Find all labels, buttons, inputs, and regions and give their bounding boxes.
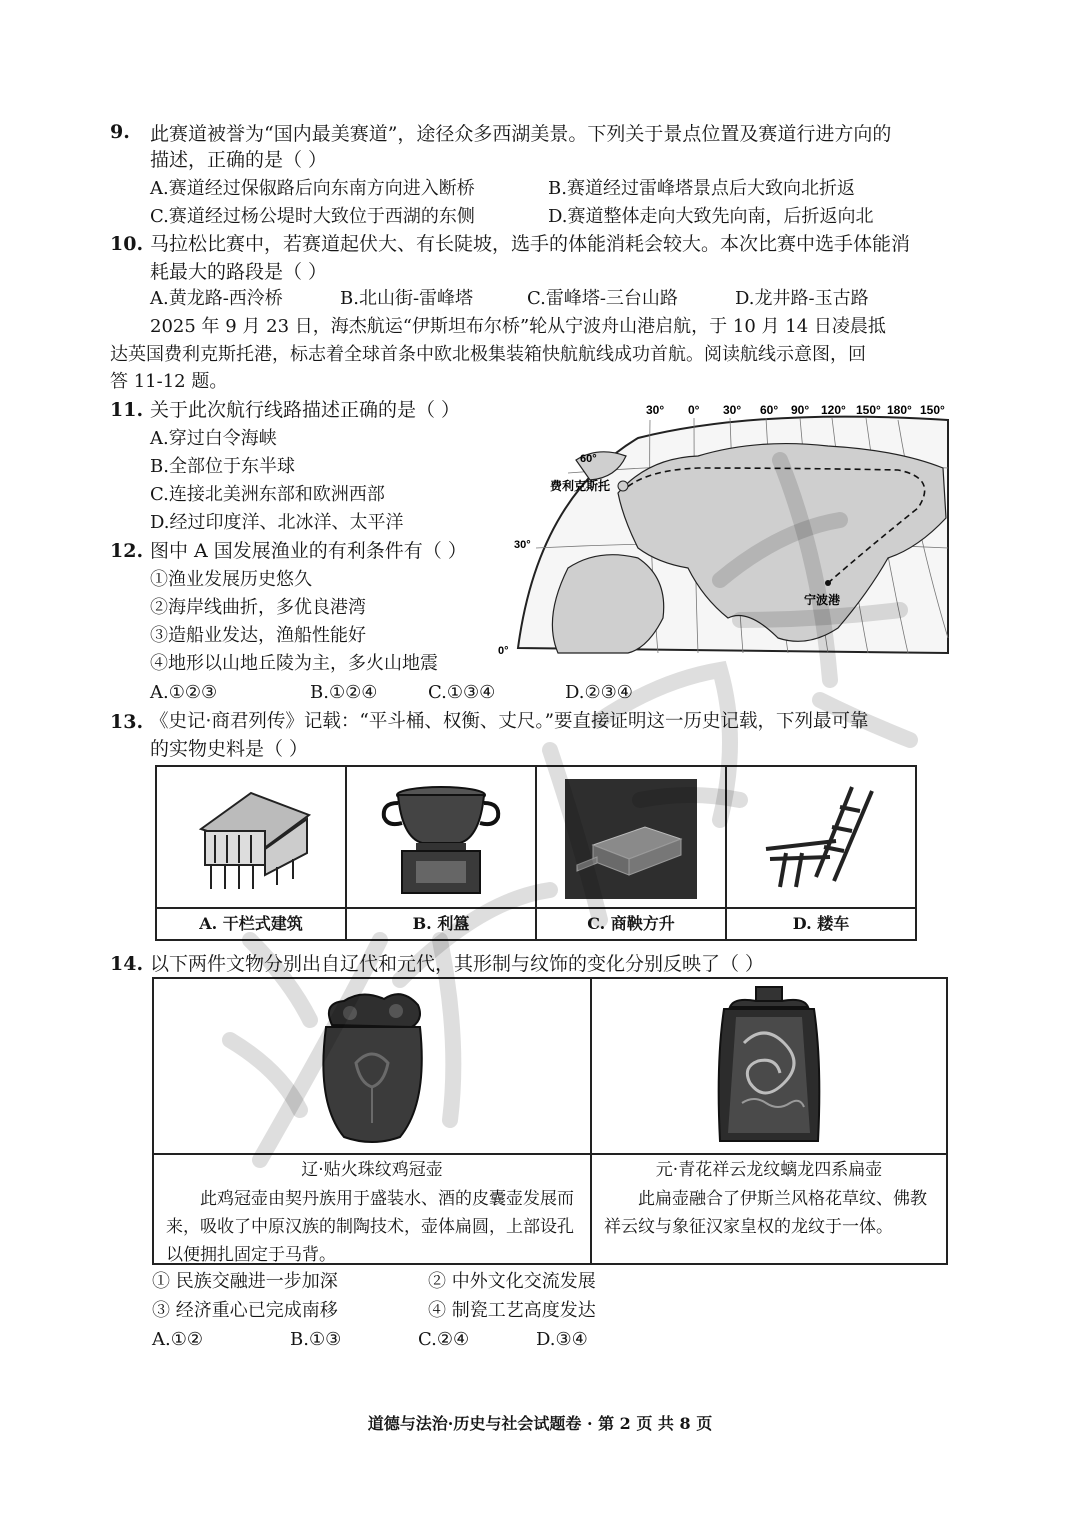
q12-statement-2: ②海岸线曲折，多优良港湾 — [150, 597, 366, 618]
q12-statement-3: ③造船业发达，渔船性能好 — [150, 625, 366, 646]
liao-cockscomb-pot-image — [154, 979, 590, 1155]
q14-artifact-table — [152, 977, 948, 1265]
felixstowe-label: 费利克斯托 — [550, 479, 611, 493]
q12-stem: 图中 A 国发展渔业的有利条件有（ ） — [150, 540, 467, 562]
route-map-figure — [498, 398, 950, 670]
q14-statement-4: ④ 制瓷工艺高度发达 — [428, 1300, 596, 1321]
q12-number: 12. — [110, 540, 144, 562]
q12-option-c: C.①③④ — [428, 682, 496, 703]
q11-stem: 关于此次航行线路描述正确的是（ ） — [150, 399, 461, 421]
ningbo-port-marker — [825, 580, 831, 586]
q14-stem: 以下两件文物分别出自辽代和元代，其形制与纹饰的变化分别反映了（ ） — [150, 953, 765, 975]
map-lon-label: 60° — [760, 403, 779, 417]
map-lon-label: 180° — [887, 403, 912, 417]
q14-right-title: 元·青花祥云龙纹螭龙四系扁壶 — [655, 1160, 883, 1180]
q13-cell-c — [537, 767, 727, 939]
q9-stem-line1: 此赛道被誉为“国内最美赛道”，途径众多西湖美景。下列关于景点位置及赛道行进方向的 — [150, 123, 892, 145]
intro-line3: 答 11-12 题。 — [110, 371, 228, 392]
q9-option-d: D.赛道整体走向大致先向南，后折返向北 — [548, 206, 874, 227]
q11-option-c: C.连接北美洲东部和欧洲西部 — [150, 484, 385, 505]
q14-option-c: C.②④ — [418, 1329, 470, 1350]
q10-option-c: C.雷峰塔-三台山路 — [527, 288, 678, 309]
ningbo-port-label: 宁波港 — [804, 593, 841, 607]
q14-statement-3: ③ 经济重心已完成南移 — [152, 1300, 338, 1321]
q9-number: 9. — [110, 121, 130, 143]
q14-left-description: 此鸡冠壶由契丹族用于盛装水、酒的皮囊壶发展而来，吸收了中原汉族的制陶技术，壶体扁圆，上部设孔以便拥扎固定于马背。 — [166, 1189, 574, 1265]
q13-caption-d: D. 耧车 — [727, 907, 915, 939]
li-gui-vessel-image — [347, 767, 535, 911]
map-lon-label: 30° — [646, 403, 665, 417]
q13-caption-b: B. 利簋 — [347, 907, 535, 939]
q14-left-column — [154, 979, 592, 1263]
q12-statement-4: ④地形以山地丘陵为主，多火山地震 — [150, 653, 438, 674]
q13-cell-b — [347, 767, 537, 939]
map-lat0-label: 0° — [498, 645, 509, 657]
q14-right-column — [592, 979, 946, 1263]
q10-option-a: A.黄龙路-西泠桥 — [150, 288, 283, 309]
q13-image-table — [155, 765, 917, 941]
map-lon-label: 90° — [791, 403, 810, 417]
q14-option-a: A.①② — [152, 1329, 203, 1350]
map-lon-label: 0° — [688, 403, 700, 417]
map-lon-label: 120° — [821, 403, 846, 417]
britain-landmass — [618, 481, 628, 491]
q12-option-a: A.①②③ — [150, 682, 218, 703]
q13-stem-line2: 的实物史料是（ ） — [150, 738, 309, 760]
q14-option-d: D.③④ — [536, 1329, 588, 1350]
q14-statement-1: ① 民族交融进一步加深 — [152, 1271, 338, 1292]
q10-option-d: D.龙井路-玉古路 — [735, 288, 869, 309]
q12-option-d: D.②③④ — [565, 682, 633, 703]
intro-line2: 达英国费利克斯托港，标志着全球首条中欧北极集装箱快航航线成功首航。阅读航线示意图，回 — [110, 344, 866, 365]
q10-stem-line2: 耗最大的路段是（ ） — [150, 261, 328, 283]
page-footer: 道德与法治·历史与社会试题卷 · 第 2 页 共 8 页 — [367, 1414, 713, 1433]
q14-option-b: B.①③ — [290, 1329, 342, 1350]
intro-line1: 2025 年 9 月 23 日，海杰航运“伊斯坦布尔桥”轮从宁波舟山港启航，于 10 月 14 日凌晨抵 — [150, 316, 886, 337]
yuan-flask-image — [592, 979, 946, 1155]
q14-right-description: 此扁壶融合了伊斯兰风格花草纹、佛教祥云纹与象征汉家皇权的龙纹于一体。 — [604, 1189, 927, 1237]
q10-stem-line1: 马拉松比赛中，若赛道起伏大、有长陡坡，选手的体能消耗会较大。本次比赛中选手体能消 — [150, 233, 911, 255]
shang-yang-measure-image — [537, 767, 725, 911]
q13-number: 13. — [110, 711, 144, 733]
q11-option-a: A.穿过白令海峡 — [150, 428, 277, 449]
q9-option-b: B.赛道经过雷峰塔景点后大致向北折返 — [548, 178, 855, 199]
q9-option-a: A.赛道经过保俶路后向东南方向进入断桥 — [150, 178, 475, 199]
q13-stem-line1: 《史记·商君列传》记载：“平斗桶、权衡、丈尺。”要直接证明这一历史记载，下列最可靠 — [150, 711, 869, 732]
map-lon-label: 150° — [856, 403, 881, 417]
q10-option-b: B.北山街-雷峰塔 — [340, 288, 474, 309]
q9-option-c: C.赛道经过杨公堤时大致位于西湖的东侧 — [150, 206, 475, 227]
q12-statement-1: ①渔业发展历史悠久 — [150, 569, 312, 590]
q11-option-b: B.全部位于东半球 — [150, 456, 295, 477]
q14-number: 14. — [110, 953, 144, 975]
q13-caption-c: C. 商鞅方升 — [537, 907, 725, 939]
q10-number: 10. — [110, 233, 144, 255]
map-lon-label: 150° — [920, 403, 945, 417]
seed-drill-image — [727, 767, 915, 911]
q11-option-d: D.经过印度洋、北冰洋、太平洋 — [150, 512, 404, 533]
q13-caption-a: A. 干栏式建筑 — [157, 907, 345, 939]
q14-left-title: 辽·贴火珠纹鸡冠壶 — [301, 1160, 443, 1180]
route-map — [498, 398, 950, 670]
africa-landmass — [552, 555, 663, 653]
q13-cell-a — [157, 767, 347, 939]
q9-stem-line2: 描述，正确的是（ ） — [150, 149, 328, 171]
map-lat60-label: 60° — [580, 453, 597, 465]
q14-statement-2: ② 中外文化交流发展 — [428, 1271, 596, 1292]
map-lon-label: 30° — [723, 403, 742, 417]
q13-cell-d — [727, 767, 915, 939]
q11-number: 11. — [110, 399, 144, 421]
map-lat30-label: 30° — [514, 539, 531, 551]
q12-option-b: B.①②④ — [310, 682, 378, 703]
stilt-house-image — [157, 767, 345, 911]
